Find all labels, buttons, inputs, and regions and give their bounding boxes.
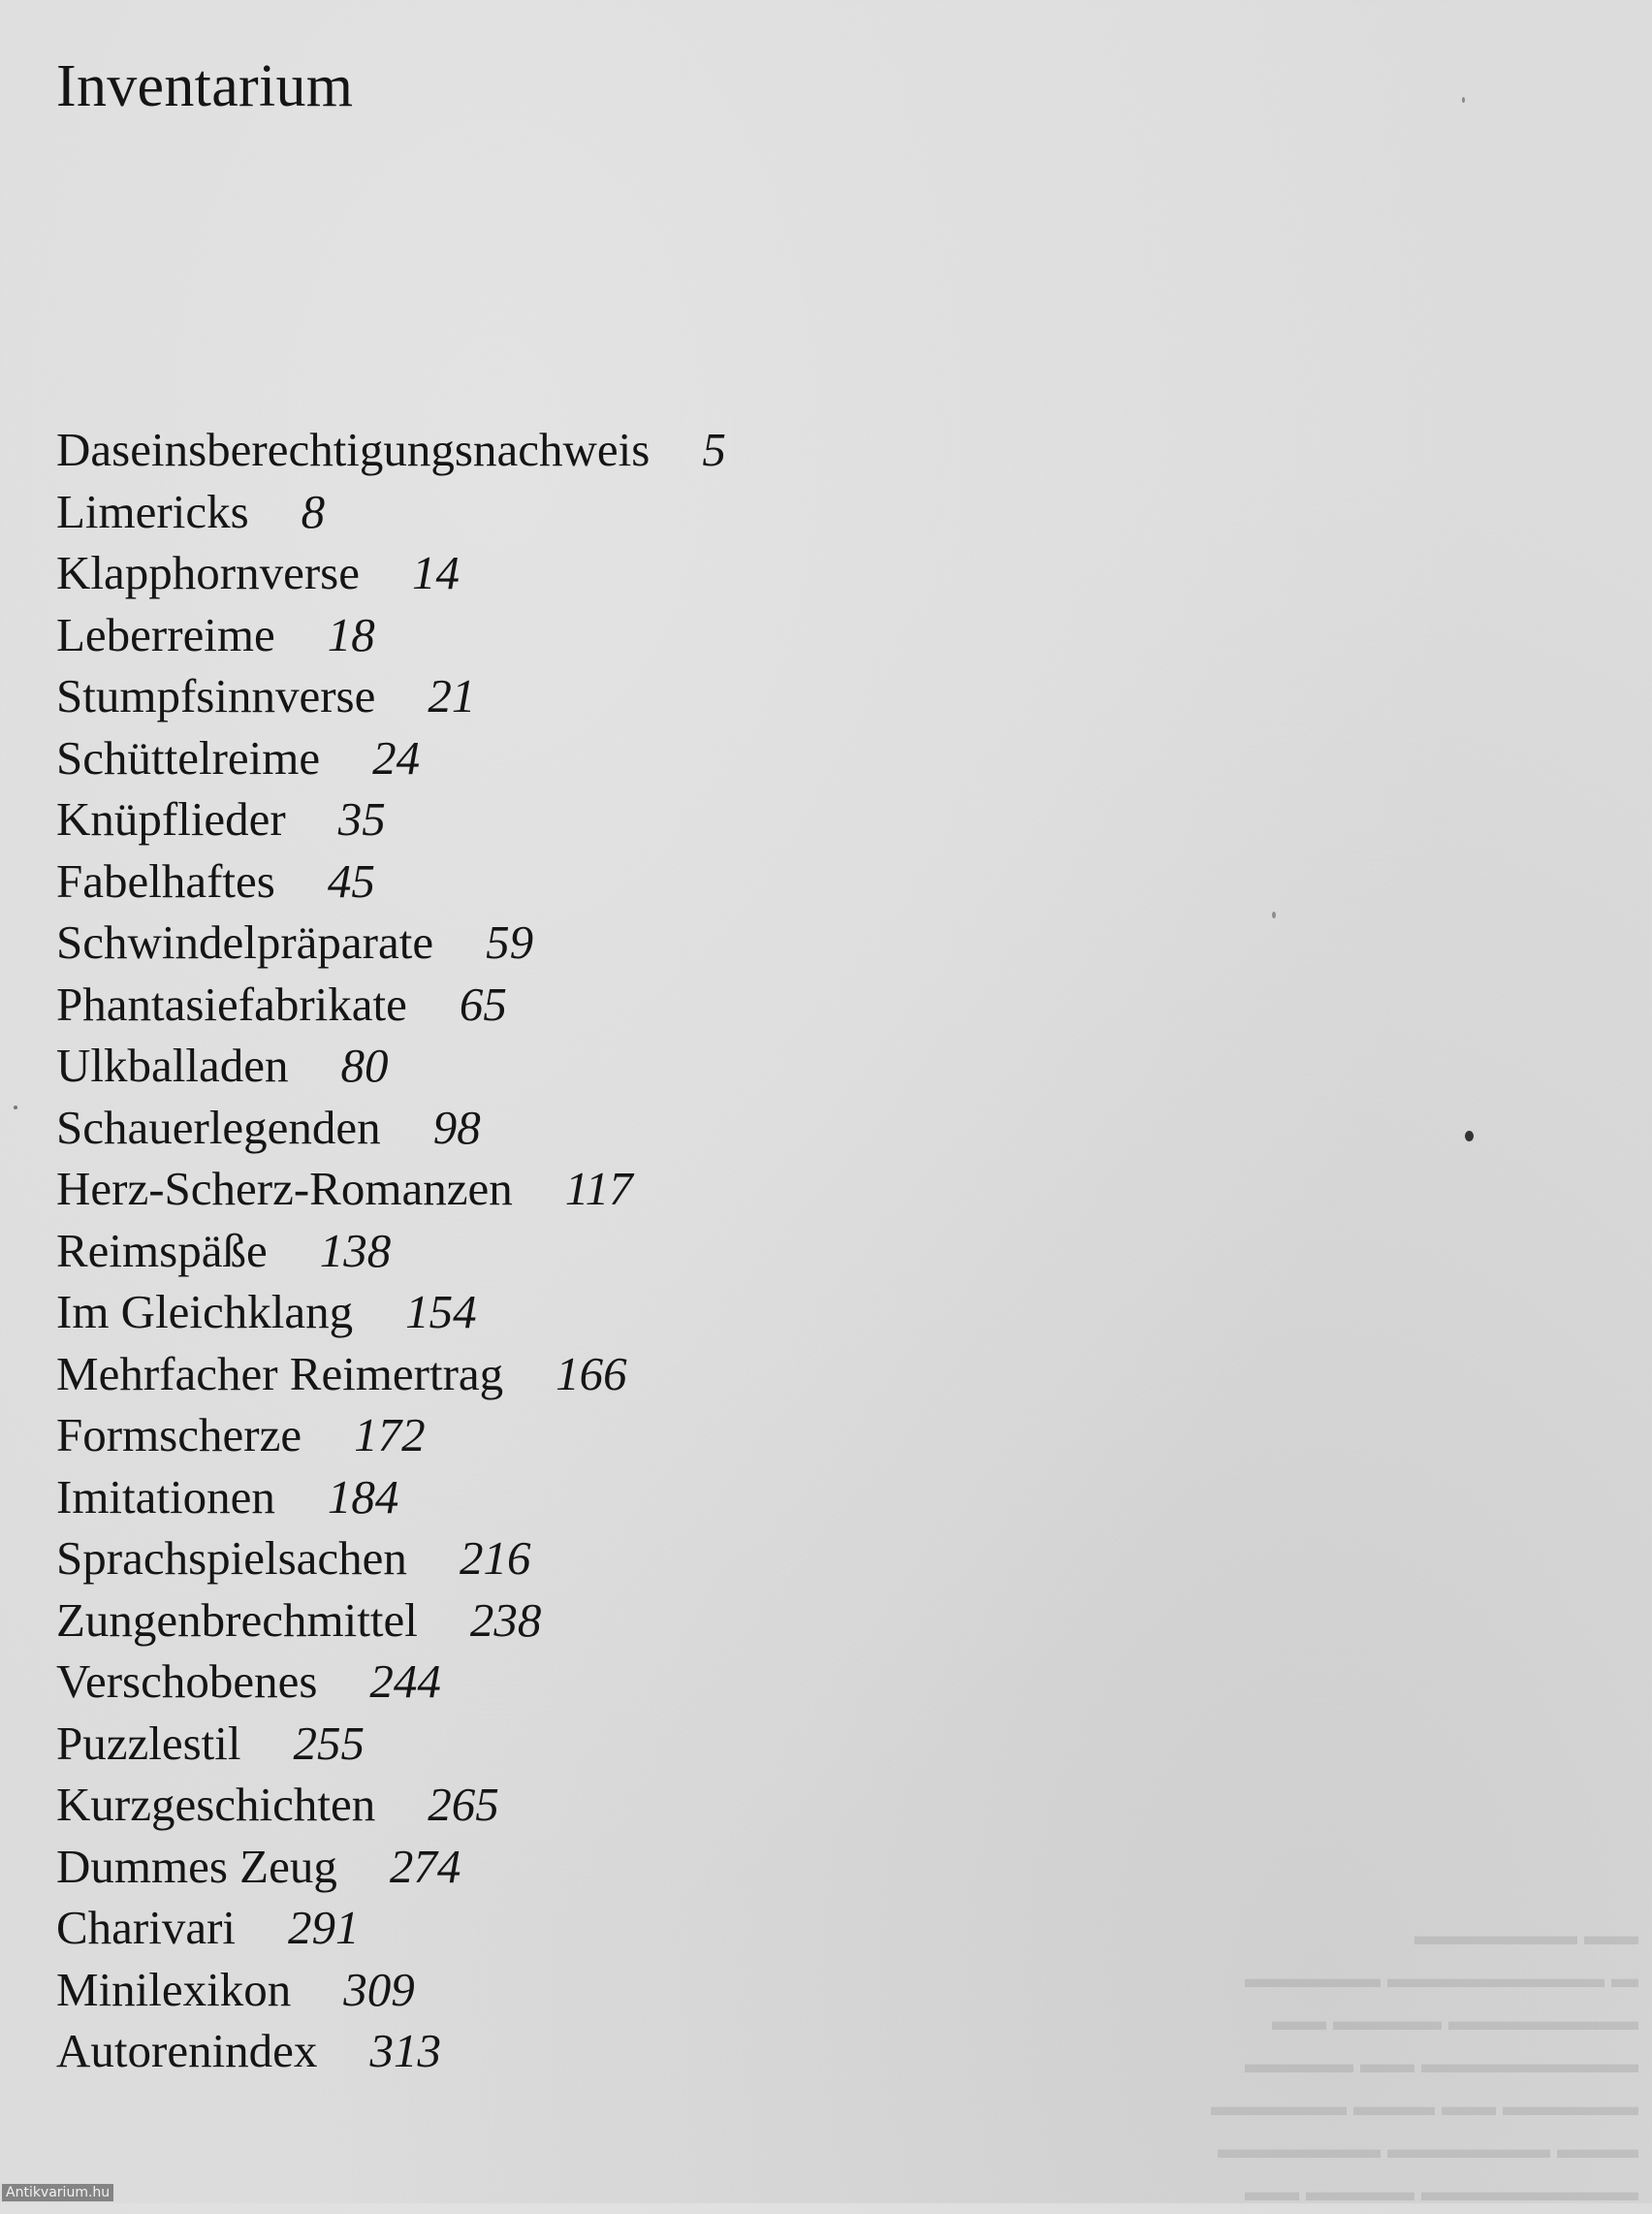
toc-entry [56,1343,726,1405]
toc-entry-label: Stumpfsinnverse [56,669,376,722]
toc-entry [56,542,726,604]
paper-speck [14,1106,17,1109]
toc-entry-label: Kurzgeschichten [56,1778,376,1831]
toc-entry-label: Zungenbrechmittel [56,1592,418,1647]
toc-entry-label: Leberreime [56,607,275,661]
toc-entry-label: Schwindelpräparate [56,915,434,969]
toc-entry [56,727,726,789]
toc-entry-label: Autorenindex [56,2024,318,2077]
paper-speck [1465,1131,1474,1141]
toc-entry-page: 117 [564,1162,633,1215]
toc-entry [56,1220,726,1282]
toc-entry-page: 265 [428,1778,499,1831]
toc-entry [56,1589,726,1652]
toc-entry [56,2020,726,2082]
toc-entry [56,974,726,1036]
page-title: Inventarium [56,53,354,119]
toc-entry [56,604,726,666]
toc-entry [56,665,726,727]
toc-entry-label: Mehrfacher Reimertrag [56,1346,504,1400]
toc-entry-page: 98 [432,1100,481,1154]
toc-entry [56,419,726,481]
toc-entry-page: 14 [411,546,460,599]
toc-entry [56,1466,726,1528]
toc-entry [56,1404,726,1466]
toc-entry-page: 45 [327,853,375,908]
toc-entry [56,788,726,850]
toc-entry-page: 309 [343,1962,415,2016]
toc-entry [56,1158,726,1220]
toc-entry-label: Puzzlestil [56,1716,241,1770]
toc-entry-label: Klapphornverse [56,546,360,599]
toc-entry-label: Schüttelreime [56,730,321,785]
toc-entry-page: 35 [337,792,386,846]
toc-entry [56,1035,726,1097]
toc-entry-label: Phantasiefabrikate [56,977,407,1031]
toc-entry [56,1097,726,1159]
toc-entry-page: 154 [405,1285,477,1338]
toc-entry-page: 255 [293,1716,365,1770]
toc-entry [56,1774,726,1836]
toc-entry-label: Charivari [56,1901,237,1954]
table-of-contents [56,419,726,2082]
toc-entry-page: 24 [372,730,421,785]
toc-entry-label: Ulkballaden [56,1039,289,1092]
toc-entry-label: Daseinsberechtigungsnachweis [56,423,651,476]
toc-entry-page: 21 [428,669,476,722]
toc-entry-page: 172 [354,1408,426,1461]
toc-entry-label: Limericks [56,484,249,538]
toc-entry-page: 216 [459,1531,531,1585]
toc-entry-page: 238 [469,1592,542,1647]
toc-entry [56,481,726,543]
toc-entry-page: 313 [369,2024,441,2077]
toc-entry-label: Im Gleichklang [56,1285,354,1338]
toc-entry [56,850,726,913]
paper-speck [1462,97,1465,103]
toc-entry [56,1959,726,2021]
toc-entry-label: Schauerlegenden [56,1100,381,1154]
toc-entry-page: 8 [301,484,326,538]
toc-entry-label: Sprachspielsachen [56,1531,407,1585]
toc-entry-page: 65 [459,977,507,1031]
toc-entry-label: Fabelhaftes [56,853,275,908]
toc-entry-page: 291 [288,1901,360,1954]
toc-entry-label: Reimspäße [56,1223,268,1277]
toc-entry-label: Herz-Scherz-Romanzen [56,1162,513,1215]
toc-entry-page: 80 [340,1039,389,1092]
toc-entry [56,1527,726,1589]
toc-entry-page: 166 [556,1346,627,1400]
toc-entry [56,1897,726,1959]
paper-speck [1272,912,1276,918]
toc-entry-label: Minilexikon [56,1962,292,2016]
toc-entry-page: 59 [486,915,534,969]
toc-entry-page: 244 [369,1654,441,1708]
toc-entry-page: 5 [702,423,726,476]
toc-entry-label: Formscherze [56,1408,302,1461]
toc-entry-label: Knüpflieder [56,792,286,846]
toc-entry-page: 18 [327,607,375,661]
toc-entry [56,1281,726,1343]
toc-entry-label: Imitationen [56,1469,275,1524]
toc-entry [56,1713,726,1775]
toc-entry-page: 138 [319,1223,392,1277]
toc-entry [56,1651,726,1713]
toc-entry [56,912,726,974]
watermark: Antikvarium.hu [2,2184,113,2201]
toc-entry-page: 184 [327,1469,399,1524]
toc-entry [56,1836,726,1898]
toc-entry-label: Verschobenes [56,1654,318,1708]
show-through-text: ▬▬ ▬▬▬▬▬▬ ▬ ▬▬▬▬▬▬▬▬ ▬▬▬▬▬ ▬▬▬▬▬▬▬ ▬▬▬▬ ▬▬ ▬▬▬▬▬▬▬▬ ▬▬ ▬▬▬▬ ▬▬▬▬▬ ▬▬ ▬▬▬ ▬▬▬▬▬ ▬▬▬ ▬▬▬▬▬▬ ▬▬▬▬▬▬ ▬▬▬▬▬▬▬▬ ▬▬▬▬ ▬▬ [1211,1921,1638,2207]
toc-entry-page: 274 [389,1839,461,1893]
toc-entry-label: Dummes Zeug [56,1839,337,1893]
